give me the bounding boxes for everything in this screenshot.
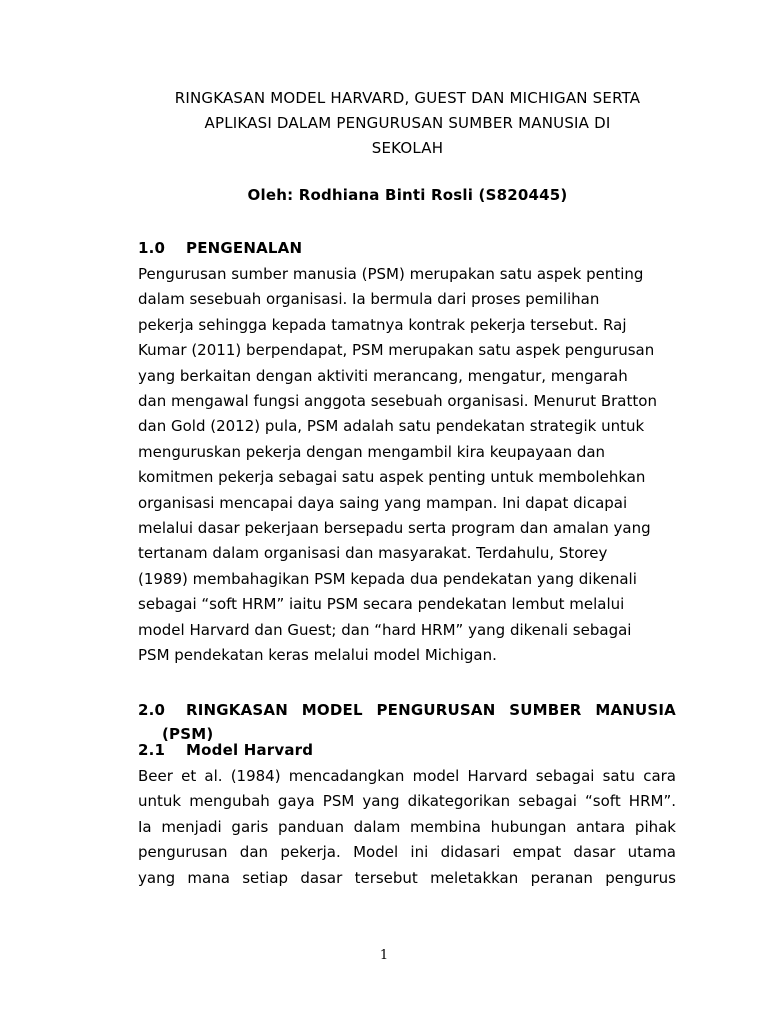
- page-number: 1: [379, 948, 389, 963]
- paragraph-line: dalam sesebuah organisasi. Ia bermula dari proses pemilihan: [138, 290, 600, 309]
- paragraph-line: model Harvard dan Guest; dan “hard HRM” yang dikenali sebagai: [138, 620, 632, 639]
- paragraph-line: yang berkaitan dengan aktiviti merancang, mengatur, mengarah: [138, 366, 628, 385]
- paragraph-line: Ia menjadi garis panduan dalam membina hubungan antara pihak: [138, 817, 676, 836]
- title-line: SEKOLAH: [371, 139, 444, 157]
- section-1-paragraph: [138, 262, 678, 669]
- paragraph-line: dan Gold (2012) pula, PSM adalah satu pendekatan strategik untuk: [138, 417, 645, 436]
- section-number: 2.0: [138, 701, 166, 719]
- paragraph-line: melalui dasar pekerjaan bersepadu serta program dan amalan yang: [138, 519, 651, 538]
- paragraph-line: Beer et al. (1984) mencadangkan model Harvard sebagai satu cara: [138, 767, 676, 785]
- paragraph-line: komitmen pekerja sebagai satu aspek penting untuk membolehkan: [138, 468, 646, 487]
- paragraph-line: untuk mengubah gaya PSM yang dikategorikan sebagai “soft HRM”.: [138, 792, 676, 811]
- title-line: RINGKASAN MODEL HARVARD, GUEST DAN MICHIGAN SERTA: [174, 89, 641, 107]
- paragraph-line: pengurusan dan pekerja. Model ini didasari empat dasar utama: [138, 843, 676, 862]
- paragraph-line: dan mengawal fungsi anggota sesebuah organisasi. Menurut Bratton: [138, 392, 657, 411]
- paragraph-line: yang mana setiap dasar tersebut meletakkan peranan pengurus: [138, 868, 676, 887]
- document-title: [130, 86, 685, 161]
- section-title: RINGKASAN MODEL PENGURUSAN SUMBER MANUSIA: [186, 701, 676, 719]
- paragraph-line: tertanam dalam organisasi dan masyarakat. Terdahulu, Storey: [138, 544, 608, 563]
- paragraph-line: organisasi mencapai daya saing yang mampan. Ini dapat dicapai: [138, 493, 628, 512]
- section-2-heading: [138, 698, 676, 746]
- section-number: 1.0: [138, 239, 166, 257]
- section-1-heading: [138, 239, 302, 257]
- author-line: Oleh: Rodhiana Binti Rosli (S820445): [247, 186, 568, 204]
- paragraph-line: PSM pendekatan keras melalui model Michigan.: [138, 646, 497, 665]
- paragraph-line: Pengurusan sumber manusia (PSM) merupakan satu aspek penting: [138, 265, 644, 283]
- paragraph-line: Kumar (2011) berpendapat, PSM merupakan satu aspek pengurusan: [138, 341, 655, 360]
- paragraph-line: pekerja sehingga kepada tamatnya kontrak pekerja tersebut. Raj: [138, 315, 627, 334]
- paragraph-line: menguruskan pekerja dengan mengambil kira keupayaan dan: [138, 442, 606, 461]
- paragraph-line: sebagai “soft HRM” iaitu PSM secara pendekatan lembut melalui: [138, 595, 625, 614]
- section-title: Model Harvard: [186, 741, 314, 759]
- section-2-1-heading: [138, 741, 313, 759]
- section-number: 2.1: [138, 741, 166, 759]
- section-2-1-paragraph: [138, 764, 676, 891]
- section-title-continuation: (PSM): [162, 725, 214, 743]
- paragraph-line: (1989) membahagikan PSM kepada dua pendekatan yang dikenali: [138, 569, 637, 588]
- title-line: APLIKASI DALAM PENGURUSAN SUMBER MANUSIA DI: [204, 114, 611, 132]
- section-title: PENGENALAN: [186, 239, 303, 257]
